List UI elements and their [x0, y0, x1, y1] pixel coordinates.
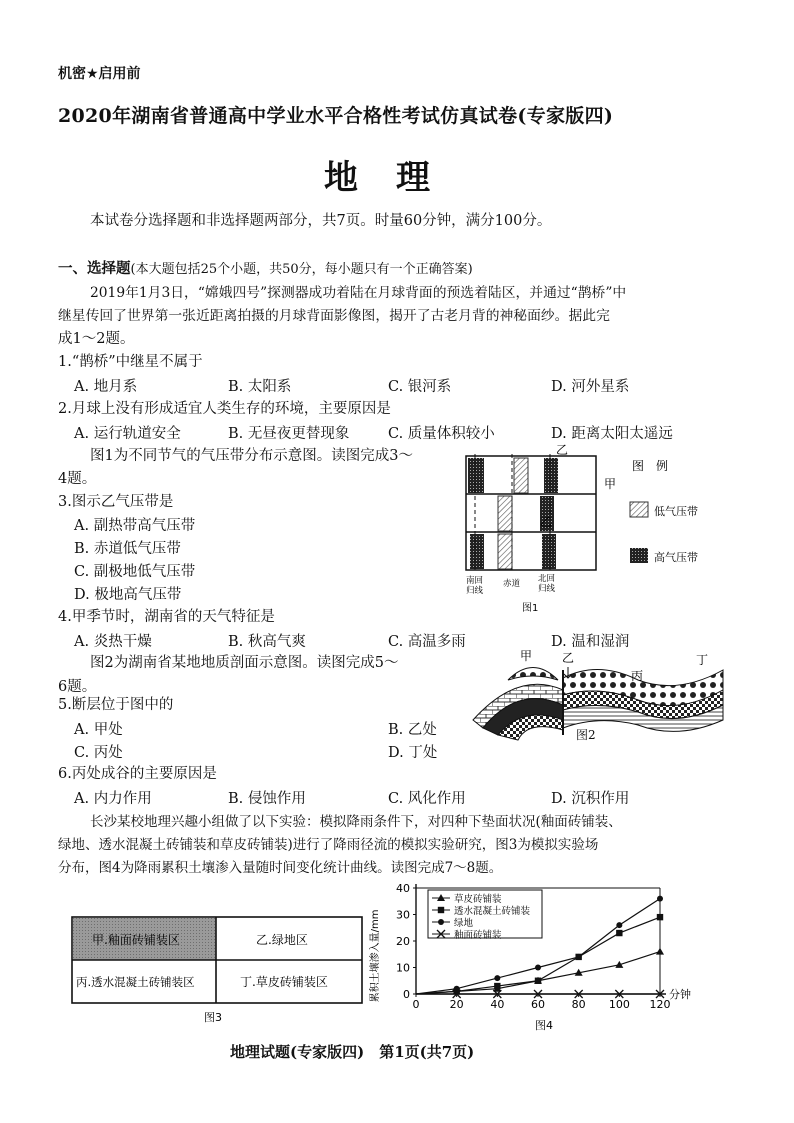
q5-option-a[interactable]: A. 甲处: [74, 722, 123, 738]
x-tick-label: 20: [449, 998, 464, 1011]
q5-option-c[interactable]: C. 丙处: [74, 745, 123, 761]
q1-option-b[interactable]: B. 太阳系: [228, 379, 292, 395]
passage-4-line-3: 分布，图4为降雨累积土壤渗入量随时间变化统计曲线。读图完成7～8题。: [58, 860, 503, 876]
passage-4-line-1: 长沙某校地理兴趣小组做了以下实验：模拟降雨条件下，对四种下垫面状况(釉面砖铺装、: [90, 814, 622, 830]
fig2-label-jia: 甲: [520, 649, 533, 663]
q3-option-d[interactable]: D. 极地高气压带: [74, 587, 182, 603]
legend-low-label: 低气压带: [654, 505, 698, 518]
page-footer: 地理试题(专家版四) 第1页(共7页): [230, 1043, 475, 1061]
x-tick-label: 100: [608, 998, 630, 1011]
legend-label: 绿地: [454, 918, 474, 929]
x-tick-label: 40: [490, 998, 505, 1011]
section-heading-note: (本大题包括25个小题，共50分，每小题只有一个正确答案): [130, 262, 473, 277]
q2-option-a[interactable]: A. 运行轨道安全: [74, 426, 181, 442]
q6-option-a[interactable]: A. 内力作用: [74, 791, 152, 807]
fig1-xlabel-south-1: 南回: [466, 576, 484, 586]
q3-option-b[interactable]: B. 赤道低气压带: [74, 541, 181, 557]
q1-option-c[interactable]: C. 银河系: [388, 379, 452, 395]
passage-1-line-3: 成1～2题。: [58, 331, 135, 347]
high-pressure-band: [542, 534, 556, 569]
fig1-label-yi-mid: 乙: [540, 515, 553, 529]
zone-b-label: 乙.绿地区: [256, 933, 308, 947]
x-tick-label: 80: [571, 998, 586, 1011]
fig2-label-yi: 乙: [562, 651, 575, 665]
data-point: [576, 954, 582, 960]
q4-option-a[interactable]: A. 炎热干燥: [74, 634, 152, 650]
chart-ylabel: 累积土壤渗入量/mm: [370, 909, 381, 1003]
data-point: [494, 975, 500, 981]
data-point: [494, 983, 500, 989]
exam-title: 2020年湖南省普通高中学业水平合格性考试仿真试卷(专家版四): [58, 105, 614, 127]
passage-1-line-1: 2019年1月3日，“嫦娥四号”探测器成功着陆在月球背面的预选着陆区，并通过“鹊桥”中: [90, 285, 627, 301]
passage-3-line-2: 6题。: [58, 679, 97, 695]
passage-4-line-2: 绿地、透水混凝土砖铺装和草皮砖铺装)进行了降雨径流的模拟实验研究，图3为模拟实验场: [58, 837, 599, 853]
y-tick-label: 40: [396, 882, 410, 895]
fig1-xlabel-south-2: 归线: [466, 586, 484, 596]
subject-title: 地理: [324, 158, 468, 198]
q3-option-c[interactable]: C. 副极地低气压带: [74, 564, 196, 580]
q4-option-b[interactable]: B. 秋高气爽: [228, 634, 306, 650]
fig2-caption: 图2: [576, 728, 596, 742]
q1-option-a[interactable]: A. 地月系: [74, 379, 138, 395]
q3-option-a[interactable]: A. 副热带高气压带: [74, 518, 196, 534]
q2-stem: 2.月球上没有形成适宜人类生存的环境，主要原因是: [58, 401, 391, 417]
q5-stem: 5.断层位于图中的: [58, 697, 174, 713]
q2-option-c[interactable]: C. 质量体积较小: [388, 426, 495, 442]
y-tick-label: 30: [396, 908, 410, 922]
chart-caption: 图4: [535, 1019, 553, 1032]
high-pressure-band: [544, 458, 558, 493]
high-pressure-band: [470, 534, 484, 569]
low-pressure-band: [498, 496, 512, 531]
series-0: [416, 948, 664, 995]
data-point: [535, 978, 541, 984]
q5-option-b[interactable]: B. 乙处: [388, 722, 437, 738]
low-pressure-band: [498, 534, 512, 569]
fig1-label-jia: 甲: [604, 477, 617, 491]
fig1-xlabel-equator: 赤道: [503, 579, 521, 589]
q4-option-c[interactable]: C. 高温多雨: [388, 634, 466, 650]
q6-stem: 6.丙处成谷的主要原因是: [58, 766, 217, 782]
q2-option-d[interactable]: D. 距离太阳太遥远: [551, 426, 673, 442]
x-tick-label: 0: [412, 998, 420, 1011]
zone-c-label: 丙.透水混凝土砖铺装区: [76, 975, 195, 989]
passage-2-line-2: 4题。: [58, 471, 97, 487]
legend-title: 图 例: [632, 459, 669, 473]
fig1-xlabel-north-1: 北回: [538, 574, 556, 584]
figure-3-site-layout: [70, 915, 370, 1025]
legend-label: 草皮砖铺装: [454, 894, 502, 905]
data-point: [657, 914, 663, 920]
fig1-xlabel-north-2: 归线: [538, 584, 556, 594]
zone-d-label: 丁.草皮砖铺装区: [240, 975, 328, 989]
section-heading: [58, 258, 473, 281]
data-point: [656, 948, 664, 955]
figure-1-pressure-belts: [458, 440, 748, 620]
confidential-mark: 机密★启用前: [58, 66, 141, 82]
q6-option-d[interactable]: D. 沉积作用: [551, 791, 630, 807]
fig3-caption: 图3: [204, 1011, 222, 1024]
legend-high-swatch: [630, 548, 648, 563]
x-tick-label: 120: [649, 998, 671, 1011]
zone-a-label: 甲.釉面砖铺装区: [92, 933, 180, 947]
chart-xlabel: 分钟: [669, 988, 691, 1001]
q4-stem: 4.甲季节时，湖南省的天气特征是: [58, 609, 275, 625]
low-pressure-band: [514, 458, 528, 493]
figure-2-geologic-section: [468, 650, 728, 745]
q1-stem: 1.“鹊桥”中继星不属于: [58, 354, 203, 370]
y-tick-label: 0: [403, 988, 410, 1001]
q6-option-b[interactable]: B. 侵蚀作用: [228, 791, 306, 807]
legend-label: 透水混凝土砖铺装: [454, 906, 531, 917]
data-point: [535, 965, 541, 971]
legend-low-swatch: [630, 502, 648, 517]
legend-high-label: 高气压带: [654, 551, 698, 564]
q4-option-d[interactable]: D. 温和湿润: [551, 634, 630, 650]
chart-legend: [428, 890, 542, 941]
legend-marker: [438, 907, 444, 913]
q1-option-d[interactable]: D. 河外星系: [551, 379, 630, 395]
passage-3-line-1: 图2为湖南省某地地质剖面示意图。读图完成5～: [90, 655, 399, 671]
exam-intro: 本试卷分选择题和非选择题两部分，共7页。时量60分钟，满分100分。: [90, 213, 552, 229]
data-point: [616, 922, 622, 928]
q5-option-d[interactable]: D. 丁处: [388, 745, 438, 761]
legend-marker: [438, 919, 444, 925]
q3-stem: 3.图示乙气压带是: [58, 494, 174, 510]
data-point: [454, 986, 460, 992]
section-heading-label: 一、选择题: [58, 260, 131, 277]
fig2-label-bing: 丙: [631, 669, 644, 683]
y-tick-label: 10: [396, 961, 410, 975]
data-point: [616, 930, 622, 936]
y-tick-label: 20: [396, 935, 410, 948]
q2-option-b[interactable]: B. 无昼夜更替现象: [228, 426, 350, 442]
figure-4-infiltration-chart: [372, 876, 702, 1036]
fig1-label-yi-top: 乙: [556, 443, 569, 457]
fig1-caption: 图1: [522, 603, 539, 614]
data-point: [657, 896, 663, 902]
q6-option-c[interactable]: C. 风化作用: [388, 791, 466, 807]
fig2-label-ding: 丁: [696, 653, 709, 667]
series-line: [416, 952, 660, 994]
high-pressure-band: [468, 458, 484, 493]
passage-1-line-2: 继星传回了世界第一张近距离拍摄的月球背面影像图，揭开了古老月背的神秘面纱。据此完: [58, 308, 610, 324]
legend-label: 釉面砖铺装: [454, 930, 502, 941]
x-tick-label: 60: [531, 998, 545, 1011]
series-3: [416, 990, 664, 998]
passage-2-line-1: 图1为不同节气的气压带分布示意图。读图完成3～: [90, 448, 413, 464]
